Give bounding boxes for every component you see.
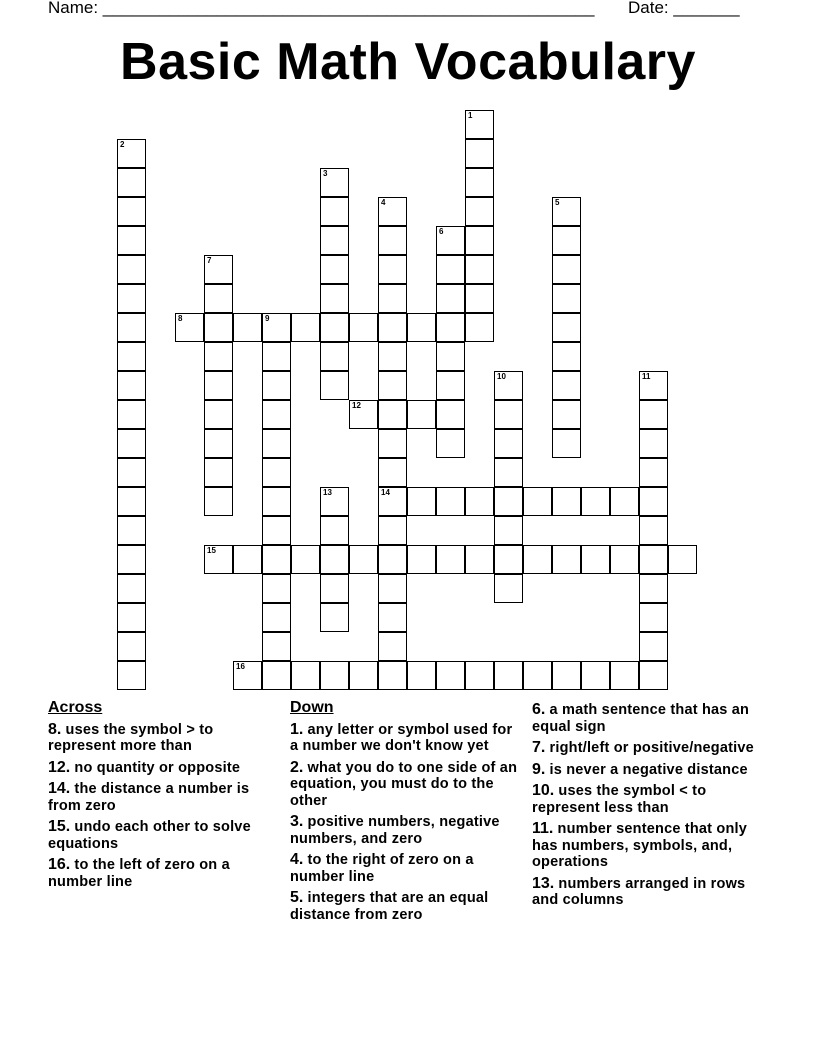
grid-cell[interactable] xyxy=(436,487,465,516)
grid-cell[interactable] xyxy=(262,603,291,632)
grid-cell[interactable] xyxy=(581,661,610,690)
across-clue-16: 16. to the left of zero on a number line xyxy=(48,856,230,890)
grid-cell[interactable] xyxy=(494,516,523,545)
grid-cell[interactable] xyxy=(320,342,349,371)
clue-number: 9 xyxy=(265,314,270,323)
down-clue-4: 4. to the right of zero on a number line xyxy=(290,851,474,885)
grid-cell[interactable] xyxy=(117,313,146,342)
clue-number: 14 xyxy=(381,488,390,497)
grid-cell[interactable] xyxy=(233,545,262,574)
grid-cell[interactable] xyxy=(117,284,146,313)
grid-cell[interactable] xyxy=(668,545,697,574)
down-clues xyxy=(290,700,518,928)
grid-cell[interactable] xyxy=(117,226,146,255)
grid-cell[interactable] xyxy=(175,313,204,342)
grid-cell[interactable] xyxy=(639,400,668,429)
grid-cell[interactable] xyxy=(320,226,349,255)
grid-cell[interactable] xyxy=(320,516,349,545)
grid-cell[interactable] xyxy=(262,458,291,487)
grid-cell[interactable] xyxy=(465,545,494,574)
across-heading: Across xyxy=(48,699,103,716)
grid-cell[interactable] xyxy=(117,516,146,545)
down-heading: Down xyxy=(290,699,334,716)
grid-cell[interactable] xyxy=(320,313,349,342)
grid-cell[interactable] xyxy=(465,168,494,197)
grid-cell[interactable] xyxy=(378,487,407,516)
grid-cell[interactable] xyxy=(262,429,291,458)
grid-cell[interactable] xyxy=(465,284,494,313)
down-clue-5: 5. integers that are an equal distance from zero xyxy=(290,889,489,923)
grid-cell[interactable] xyxy=(262,371,291,400)
grid-cell[interactable] xyxy=(204,284,233,313)
grid-cell[interactable] xyxy=(639,574,668,603)
grid-cell[interactable] xyxy=(552,197,581,226)
grid-cell[interactable] xyxy=(378,284,407,313)
across-clue-15: 15. undo each other to solve equations xyxy=(48,818,251,852)
grid-cell[interactable] xyxy=(552,545,581,574)
grid-cell[interactable] xyxy=(204,371,233,400)
grid-cell[interactable] xyxy=(639,429,668,458)
grid-cell[interactable] xyxy=(436,371,465,400)
grid-cell[interactable] xyxy=(291,661,320,690)
grid-cell[interactable] xyxy=(610,545,639,574)
grid-cell[interactable] xyxy=(494,400,523,429)
clue-number: 12 xyxy=(352,401,361,410)
grid-cell[interactable] xyxy=(552,255,581,284)
grid-cell[interactable] xyxy=(262,342,291,371)
grid-cell[interactable] xyxy=(117,197,146,226)
grid-cell[interactable] xyxy=(117,168,146,197)
clue-number: 2 xyxy=(120,140,125,149)
grid-cell[interactable] xyxy=(320,371,349,400)
grid-cell[interactable] xyxy=(552,661,581,690)
grid-cell[interactable] xyxy=(552,400,581,429)
down-clue-11: 11. number sentence that only has numbers, symbols, and, operations xyxy=(532,820,748,870)
grid-cell[interactable] xyxy=(320,661,349,690)
grid-cell[interactable] xyxy=(639,545,668,574)
grid-cell[interactable] xyxy=(407,545,436,574)
grid-cell[interactable] xyxy=(349,545,378,574)
name-field-label[interactable]: Name: ____________________________________________________ xyxy=(48,0,595,17)
grid-cell[interactable] xyxy=(233,661,262,690)
clue-number: 10 xyxy=(497,372,506,381)
grid-cell[interactable] xyxy=(465,139,494,168)
grid-cell[interactable] xyxy=(378,632,407,661)
grid-cell[interactable] xyxy=(117,255,146,284)
grid-cell[interactable] xyxy=(204,545,233,574)
grid-cell[interactable] xyxy=(639,487,668,516)
grid-cell[interactable] xyxy=(523,545,552,574)
grid-cell[interactable] xyxy=(378,574,407,603)
across-clue-8: 8. uses the symbol > to represent more than xyxy=(48,720,214,754)
grid-cell[interactable] xyxy=(639,632,668,661)
grid-cell[interactable] xyxy=(436,226,465,255)
grid-cell[interactable] xyxy=(465,110,494,139)
down-clue-9: 9. is never a negative distance xyxy=(532,760,748,778)
grid-cell[interactable] xyxy=(610,487,639,516)
across-clue-list xyxy=(48,722,278,891)
clue-number: 3 xyxy=(323,169,328,178)
grid-cell[interactable] xyxy=(378,458,407,487)
grid-cell[interactable] xyxy=(204,313,233,342)
grid-cell[interactable] xyxy=(262,545,291,574)
grid-cell[interactable] xyxy=(465,255,494,284)
down-clue-7: 7. right/left or positive/negative xyxy=(532,739,754,756)
down-clue-2: 2. what you do to one side of an equation, you must do to the other xyxy=(290,758,518,809)
grid-cell[interactable] xyxy=(436,313,465,342)
grid-cell[interactable] xyxy=(639,371,668,400)
grid-cell[interactable] xyxy=(117,429,146,458)
grid-cell[interactable] xyxy=(320,487,349,516)
grid-cell[interactable] xyxy=(117,139,146,168)
down-clue-3: 3. positive numbers, negative numbers, and zero xyxy=(290,813,500,847)
clue-number: 15 xyxy=(207,546,216,555)
grid-cell[interactable] xyxy=(552,371,581,400)
clue-number: 13 xyxy=(323,488,332,497)
grid-cell[interactable] xyxy=(494,458,523,487)
grid-cell[interactable] xyxy=(378,603,407,632)
grid-cell[interactable] xyxy=(117,487,146,516)
grid-cell[interactable] xyxy=(436,400,465,429)
down-clue-13: 13. numbers arranged in rows and columns xyxy=(532,874,746,908)
grid-cell[interactable] xyxy=(204,400,233,429)
grid-cell[interactable] xyxy=(378,545,407,574)
grid-cell[interactable] xyxy=(349,400,378,429)
grid-cell[interactable] xyxy=(204,255,233,284)
grid-cell[interactable] xyxy=(465,313,494,342)
grid-cell[interactable] xyxy=(320,545,349,574)
grid-cell[interactable] xyxy=(552,226,581,255)
grid-cell[interactable] xyxy=(494,371,523,400)
grid-cell[interactable] xyxy=(378,226,407,255)
grid-cell[interactable] xyxy=(320,574,349,603)
grid-cell[interactable] xyxy=(233,313,262,342)
grid-cell[interactable] xyxy=(262,661,291,690)
grid-cell[interactable] xyxy=(349,661,378,690)
grid-cell[interactable] xyxy=(117,545,146,574)
grid-cell[interactable] xyxy=(436,545,465,574)
grid-cell[interactable] xyxy=(378,516,407,545)
grid-cell[interactable] xyxy=(262,487,291,516)
clue-number: 11 xyxy=(642,372,651,381)
grid-cell[interactable] xyxy=(581,545,610,574)
grid-cell[interactable] xyxy=(436,284,465,313)
grid-cell[interactable] xyxy=(262,313,291,342)
down-clue-6: 6. a math sentence that has an equal sign xyxy=(532,701,750,735)
grid-cell[interactable] xyxy=(639,603,668,632)
grid-cell[interactable] xyxy=(581,487,610,516)
grid-cell[interactable] xyxy=(262,574,291,603)
grid-cell[interactable] xyxy=(204,458,233,487)
grid-cell[interactable] xyxy=(378,429,407,458)
clue-number: 16 xyxy=(236,662,245,671)
grid-cell[interactable] xyxy=(378,661,407,690)
grid-cell[interactable] xyxy=(407,487,436,516)
grid-cell[interactable] xyxy=(378,197,407,226)
grid-cell[interactable] xyxy=(552,429,581,458)
grid-cell[interactable] xyxy=(117,661,146,690)
grid-cell[interactable] xyxy=(465,197,494,226)
clue-number: 6 xyxy=(439,227,444,236)
grid-cell[interactable] xyxy=(639,516,668,545)
grid-cell[interactable] xyxy=(523,487,552,516)
grid-cell[interactable] xyxy=(407,313,436,342)
grid-cell[interactable] xyxy=(552,487,581,516)
grid-cell[interactable] xyxy=(610,661,639,690)
grid-cell[interactable] xyxy=(436,429,465,458)
grid-cell[interactable] xyxy=(291,313,320,342)
grid-cell[interactable] xyxy=(494,429,523,458)
grid-cell[interactable] xyxy=(407,661,436,690)
date-field-label[interactable]: Date: _______ xyxy=(628,0,740,17)
grid-cell[interactable] xyxy=(465,226,494,255)
across-clue-12: 12. no quantity or opposite xyxy=(48,758,241,776)
grid-cell[interactable] xyxy=(262,632,291,661)
grid-cell[interactable] xyxy=(378,255,407,284)
grid-cell[interactable] xyxy=(378,313,407,342)
grid-cell[interactable] xyxy=(291,545,320,574)
grid-cell[interactable] xyxy=(494,545,523,574)
down-clues-continued xyxy=(532,702,768,914)
grid-cell[interactable] xyxy=(378,342,407,371)
grid-cell[interactable] xyxy=(552,313,581,342)
grid-cell[interactable] xyxy=(407,400,436,429)
clue-number: 8 xyxy=(178,314,183,323)
across-clue-14: 14. the distance a number is from zero xyxy=(48,780,250,814)
grid-cell[interactable] xyxy=(465,487,494,516)
grid-cell[interactable] xyxy=(378,371,407,400)
grid-cell[interactable] xyxy=(204,429,233,458)
grid-cell[interactable] xyxy=(320,168,349,197)
grid-cell[interactable] xyxy=(117,371,146,400)
grid-cell[interactable] xyxy=(320,603,349,632)
grid-cell[interactable] xyxy=(436,342,465,371)
clue-number: 1 xyxy=(468,111,473,120)
grid-cell[interactable] xyxy=(320,255,349,284)
grid-cell[interactable] xyxy=(436,661,465,690)
grid-cell[interactable] xyxy=(639,458,668,487)
grid-cell[interactable] xyxy=(117,342,146,371)
grid-cell[interactable] xyxy=(349,313,378,342)
grid-cell[interactable] xyxy=(523,661,552,690)
grid-cell[interactable] xyxy=(378,400,407,429)
grid-cell[interactable] xyxy=(262,400,291,429)
grid-cell[interactable] xyxy=(117,458,146,487)
grid-cell[interactable] xyxy=(494,661,523,690)
grid-cell[interactable] xyxy=(204,487,233,516)
page-title: Basic Math Vocabulary xyxy=(120,33,696,91)
grid-cell[interactable] xyxy=(436,255,465,284)
clue-number: 4 xyxy=(381,198,386,207)
grid-cell[interactable] xyxy=(552,284,581,313)
down-clue-1: 1. any letter or symbol used for a number we don't know yet xyxy=(290,720,513,754)
grid-cell[interactable] xyxy=(465,661,494,690)
grid-cell[interactable] xyxy=(320,197,349,226)
clue-number: 7 xyxy=(207,256,212,265)
across-clues xyxy=(48,700,278,895)
down-clue-10: 10. uses the symbol < to represent less than xyxy=(532,782,707,816)
clue-number: 5 xyxy=(555,198,560,207)
grid-cell[interactable] xyxy=(494,487,523,516)
grid-cell[interactable] xyxy=(320,284,349,313)
grid-cell[interactable] xyxy=(117,603,146,632)
grid-cell[interactable] xyxy=(204,342,233,371)
grid-cell[interactable] xyxy=(117,400,146,429)
grid-cell[interactable] xyxy=(117,574,146,603)
grid-cell[interactable] xyxy=(639,661,668,690)
grid-cell[interactable] xyxy=(117,632,146,661)
grid-cell[interactable] xyxy=(552,342,581,371)
grid-cell[interactable] xyxy=(494,574,523,603)
grid-cell[interactable] xyxy=(262,516,291,545)
